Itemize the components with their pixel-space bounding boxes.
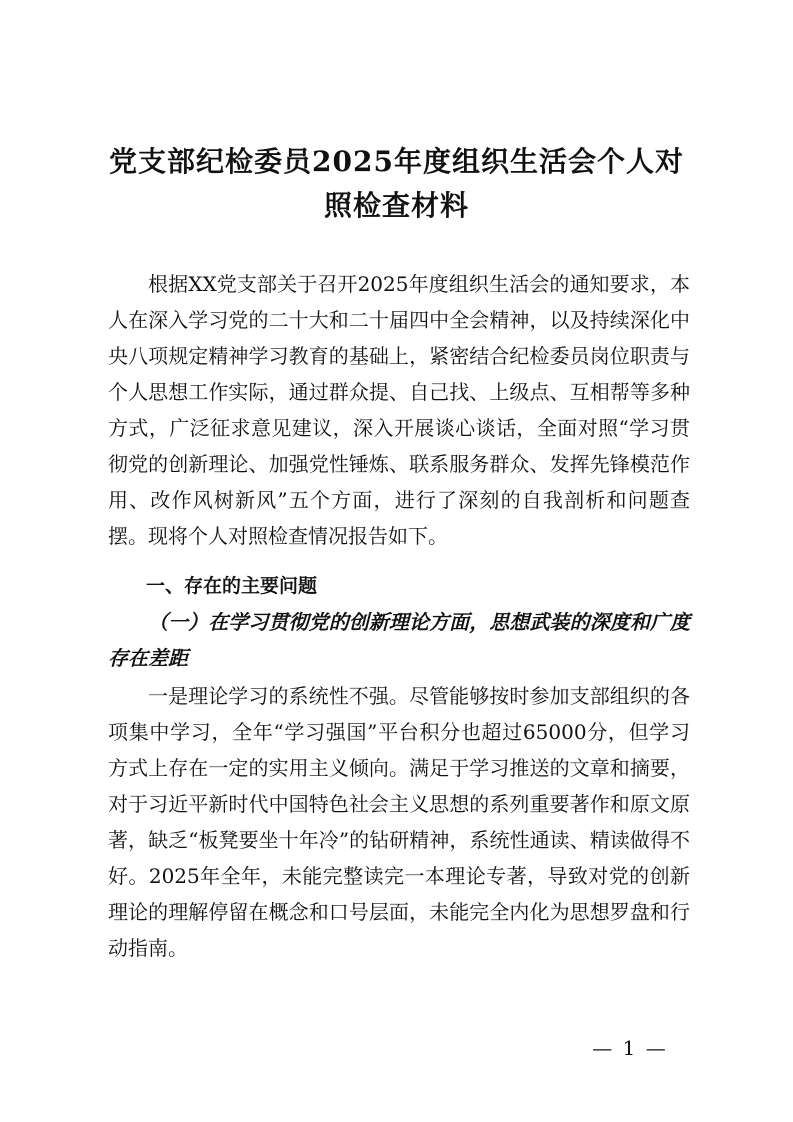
document-title — [90, 140, 703, 228]
intro-paragraph: 根据XX党支部关于召开2025年度组织生活会的通知要求，本人在深入学习党的二十大和二十届四中全会精神，以及持续深化中央八项规定精神学习教育的基础上，紧密结合纪检委员岗位职责与个人思想工作实际，通过群众提、自己找、上级点、互相帮等多种方式，广泛征求意见建议，深入开展谈心谈话，全面对照“学习贯彻党的创新理论、加强党性锤炼、联系服务群众、发挥先锋模范作用、改作风树新风”五个方面，进行了深刻的自我剖析和问题查摆。现将个人对照检查情况报告如下。 — [108, 272, 690, 548]
title-line-2: 照检查材料 — [323, 189, 469, 222]
body-paragraph: 一是理论学习的系统性不强。尽管能够按时参加支部组织的各项集中学习，全年“学习强国”平台积分也超过65000分，但学习方式上存在一定的实用主义倾向。满足于学习推送的文章和摘要，对于习近平新时代中国特色社会主义思想的系列重要著作和原文原著，缺乏“板凳要坐十年冷”的钻研精神，系统性通读、精读做得不好。2025年全年，未能完整读完一本理论专著，导致对党的创新理论的理解停留在概念和口号层面，未能完全内化为思想罗盘和行动指南。 — [108, 684, 690, 960]
subsection-heading: （一）在学习贯彻党的创新理论方面，思想武装的深度和广度存在差距 — [108, 610, 690, 670]
page-number: — 1 — — [592, 1036, 668, 1060]
title-line-1: 党支部纪检委员2025年度组织生活会个人对 — [109, 145, 684, 178]
section-heading: 一、存在的主要问题 — [146, 575, 318, 597]
